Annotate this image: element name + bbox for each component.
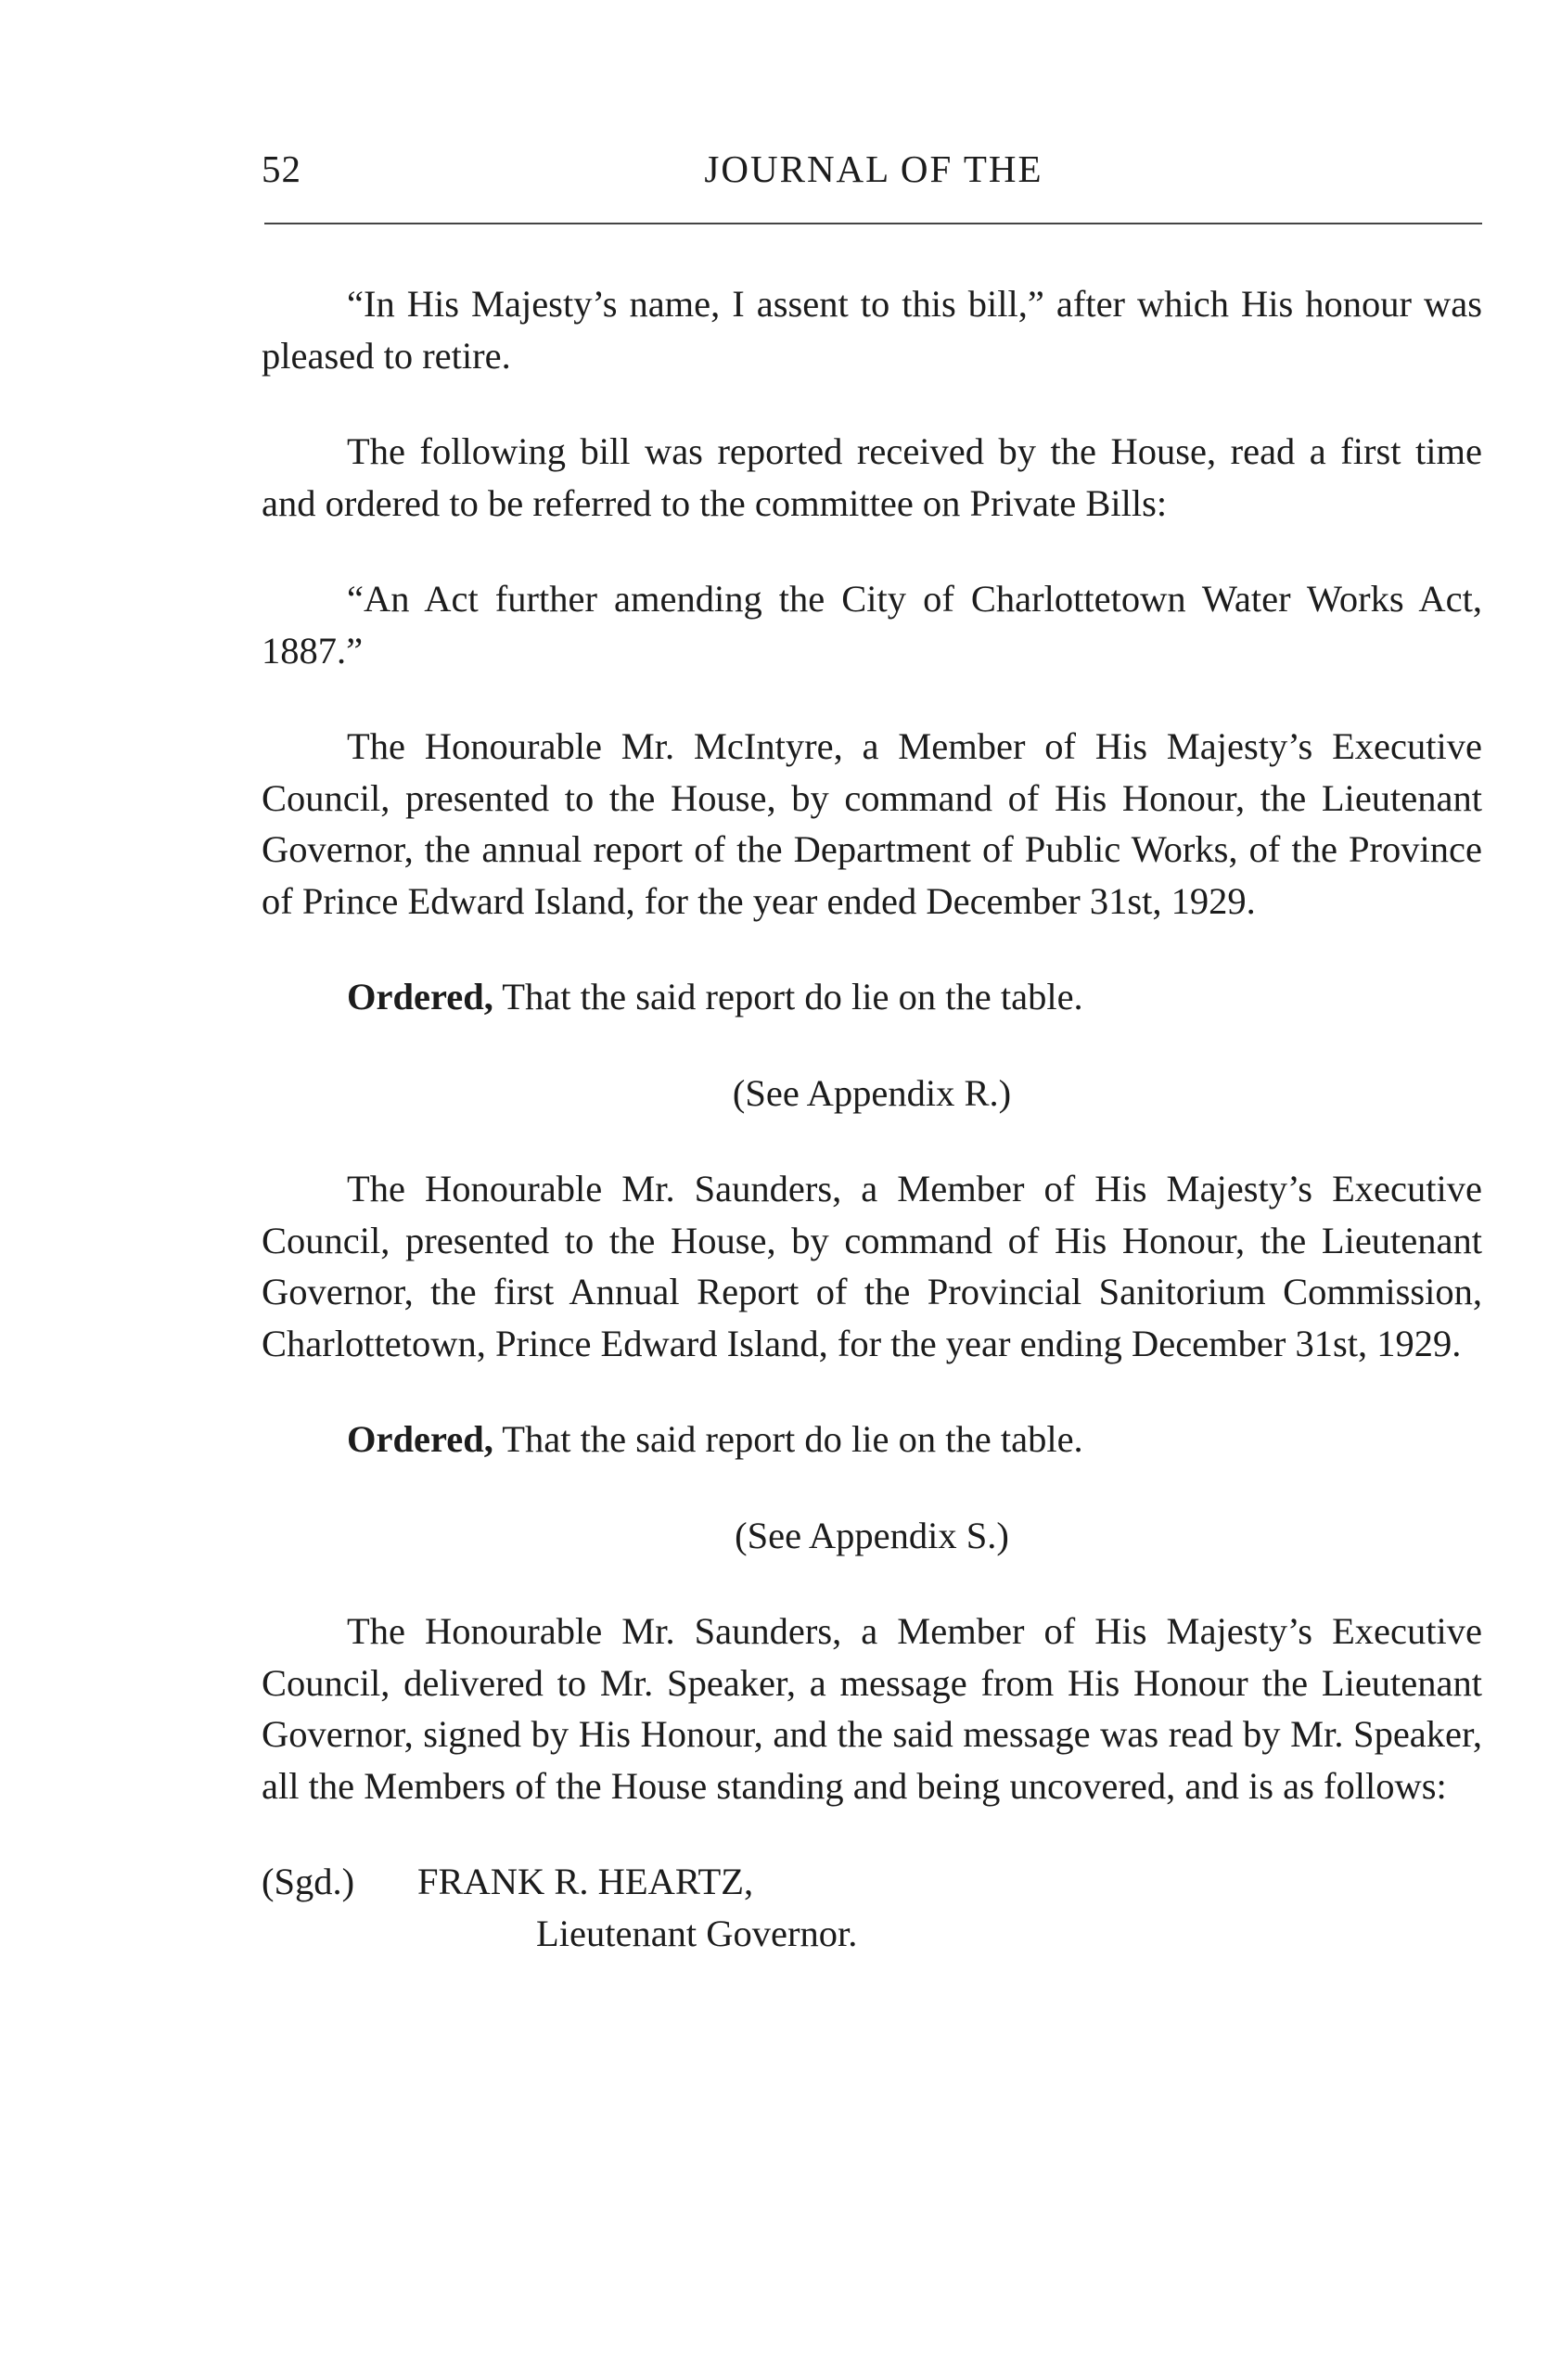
ordered-text: That the said report do lie on the table. [493,976,1083,1017]
paragraph-bill-title: “An Act further amending the City of Charlottetown Water Works Act, 1887.” [262,578,1482,672]
ordered-text: That the said report do lie on the table. [493,1418,1083,1460]
paragraph-ordered-1 [262,971,1482,1023]
signature-title: Lieutenant Governor. [536,1912,858,1954]
paragraph-assent: “In His Majesty’s name, I assent to this bill,” after which His honour was pleased to retire. [262,283,1482,377]
journal-body [262,278,1482,1959]
paragraph-message-delivered: The Honourable Mr. Saunders, a Member of His Majesty’s Executive Council, delivered to Mr. Speaker, a message from His Honour the Lieutenant Governor, signed by His Honour, and the said message was read by Mr. Speaker, all the Members of the House standing and being uncovered, and is as follows: [262,1610,1482,1807]
page-number: 52 [262,147,301,190]
paragraph-bill-received: The following bill was reported received by the House, read a first time and ordered to be referred to the committee on Private Bills: [262,430,1482,524]
signature-name: FRANK R. HEARTZ, [417,1861,754,1902]
header-rule [264,223,1482,224]
signature-line [262,1856,1482,1908]
paragraph-public-works-report: The Honourable Mr. McIntyre, a Member of His Majesty’s Executive Council, presented to the House, by command of His Honour, the Lieutenant Governor, the annual report of the Department of Public Works, of the Province of Prince Edward Island, for the year ended December 31st, 1929. [262,725,1482,922]
signature-label: (Sgd.) [262,1861,355,1902]
ordered-lead: Ordered, [347,1418,493,1460]
paragraph-ordered-2 [262,1414,1482,1465]
appendix-reference-s: (See Appendix S.) [735,1514,1009,1556]
appendix-reference-r: (See Appendix R.) [732,1071,1012,1114]
page-header [262,147,1486,202]
ordered-lead: Ordered, [347,976,493,1017]
running-head: JOURNAL OF THE [704,147,1043,190]
paragraph-sanitorium-report: The Honourable Mr. Saunders, a Member of His Majesty’s Executive Council, presented to the House, by command of His Honour, the Lieutenant Governor, the first Annual Report of the Provincial Sanitorium Commission, Charlottetown, Prince Edward Island, for the year ending December 31st, 1929. [262,1168,1482,1364]
